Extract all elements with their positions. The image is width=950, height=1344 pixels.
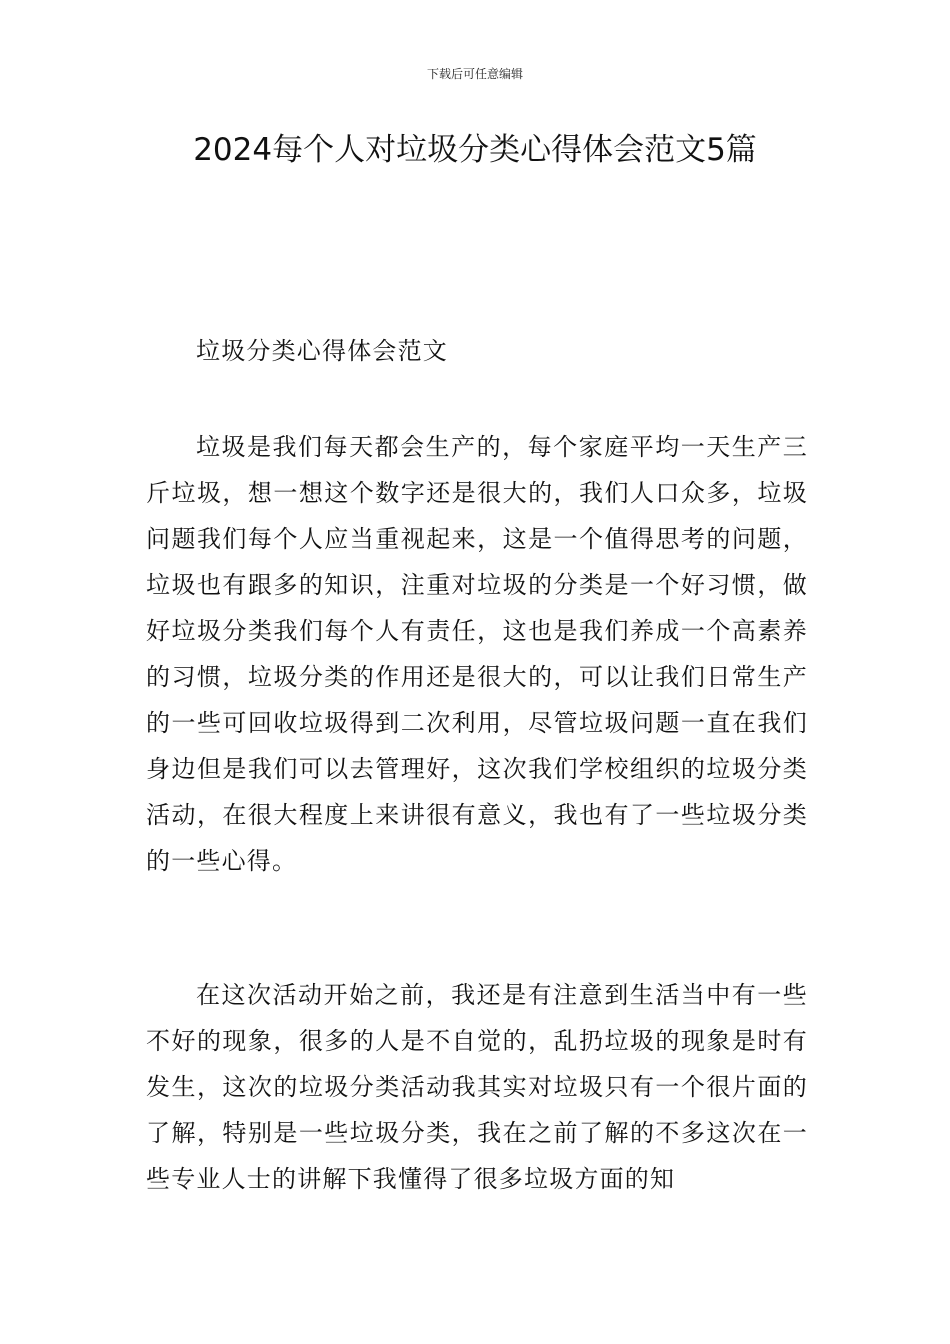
document-title: 2024每个人对垃圾分类心得体会范文5篇 [193,132,757,168]
header-note: 下载后可任意编辑 [426,67,523,81]
paragraph-1: 垃圾是我们每天都会生产的，每个家庭平均一天生产三斤垃圾，想一想这个数字还是很大的，我们人口众多，垃圾问题我们每个人应当重视起来，这是一个值得思考的问题，垃圾也有跟多的知识，注重对垃圾的分类是一个好习惯，做好垃圾分类我们每个人有责任，这也是我们养成一个高素养的习惯，垃圾分类的作用还是很大的，可以让我们日常生产的一些可回收垃圾得到二次利用，尽管垃圾问题一直在我们身边但是我们可以去管理好，这次我们学校组织的垃圾分类活动，在很大程度上来讲很有意义，我也有了一些垃圾分类的一些心得。 [146,433,808,875]
section-title: 垃圾分类心得体会范文 [196,337,448,365]
paragraph-2: 在这次活动开始之前，我还是有注意到生活当中有一些不好的现象，很多的人是不自觉的，乱扔垃圾的现象是时有发生，这次的垃圾分类活动我其实对垃圾只有一个很片面的了解，特别是一些垃圾分类，我在之前了解的不多这次在一些专业人士的讲解下我懂得了很多垃圾方面的知 [146,981,808,1193]
